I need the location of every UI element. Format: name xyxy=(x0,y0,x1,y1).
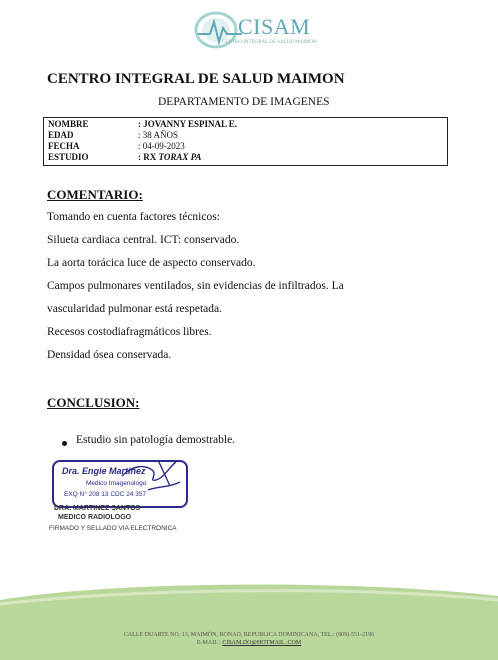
date-value: : 04-09-2023 xyxy=(138,141,185,151)
comment-line: vascularidad pulmonar está respetada. xyxy=(47,303,222,315)
patient-info-box xyxy=(43,117,448,166)
study-row xyxy=(48,152,201,162)
logo-wordmark: CISAM xyxy=(238,14,311,39)
comment-line: Silueta cardiaca central. ICT: conservado. xyxy=(47,234,240,246)
bullet-icon xyxy=(62,441,67,446)
conclusion-item: Estudio sin patología demostrable. xyxy=(76,434,236,446)
patient-name-row xyxy=(48,119,237,129)
stamp-name: Dra. Engie Martinez xyxy=(62,466,146,476)
comment-line: Campos pulmonares ventilados, sin evidencias de infiltrados. La xyxy=(47,280,344,292)
age-label: EDAD xyxy=(48,130,74,140)
footer-email-line xyxy=(0,640,498,646)
name-label: NOMBRE xyxy=(48,119,89,129)
comment-heading: COMENTARIO: xyxy=(47,187,143,202)
age-value: : 38 AÑOS xyxy=(138,130,179,140)
logo-tagline: CENTRO INTEGRAL DE SALUD MAIMON xyxy=(222,40,317,45)
signature-name: DRA. MARTINEZ SANTOS xyxy=(54,505,141,512)
department-title: DEPARTAMENTO DE IMAGENES xyxy=(158,96,330,108)
signature-role: MEDICO RADIOLOGO xyxy=(58,514,132,521)
study-label: ESTUDIO xyxy=(48,152,89,162)
study-value: : RX xyxy=(138,152,157,162)
footer-email-label: E-MAIL : xyxy=(196,640,223,646)
comment-line: La aorta torácica luce de aspecto conservado. xyxy=(47,257,256,269)
comment-line: Recesos costodiafragmáticos libres. xyxy=(47,326,212,338)
handwritten-signature-icon xyxy=(118,456,188,502)
date-label: FECHA xyxy=(48,141,80,151)
stamp-role: Medico Imagenologo xyxy=(86,480,147,487)
patient-age-row xyxy=(48,130,178,140)
footer-address: CALLE DUARTE NO. 13, MAIMÓN, BONAO, REPUBLICA DOMINICANA, TEL.: (809)-551-2196 xyxy=(123,632,375,638)
signature-note: FIRMADO Y SELLADO VIA ELECTRONICA xyxy=(49,525,177,532)
comment-line: Tomando en cuenta factores técnicos: xyxy=(47,211,220,223)
study-value-italic: TORAX PA xyxy=(158,152,202,162)
comment-line: Densidad ósea conservada. xyxy=(47,349,172,361)
exam-date-row xyxy=(48,141,185,151)
stamp-exq: EXQ N° 208 13 CDC 24 357 xyxy=(64,491,147,498)
name-value: : JOVANNY ESPINAL E. xyxy=(138,119,238,129)
footer-email[interactable]: CISAM.DO@HOTMAIL .COM xyxy=(222,640,302,646)
report-title: CENTRO INTEGRAL DE SALUD MAIMON xyxy=(47,71,345,87)
conclusion-heading: CONCLUSION: xyxy=(47,395,140,410)
